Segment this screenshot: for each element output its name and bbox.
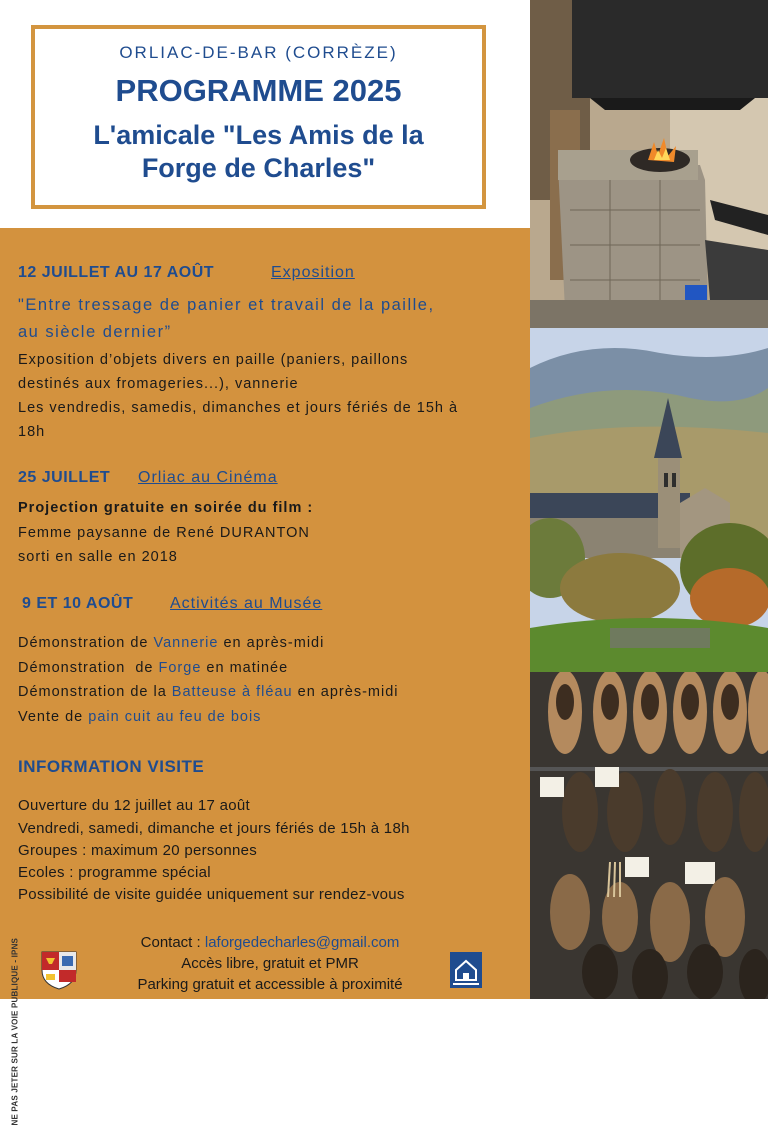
side-note: NE PAS JETER SUR LA VOIE PUBLIQUE - IPNS [10, 937, 20, 1126]
activity-highlight: Forge [158, 660, 202, 676]
event2-line: sorti en salle en 2018 [18, 549, 178, 565]
association-name: L'amicale "Les Amis de la Forge de Charles" [93, 120, 424, 183]
info-title: INFORMATION VISITE [18, 757, 205, 776]
activity-item: Démonstration de Forge en matinée [18, 660, 289, 676]
info-line: Groupes : maximum 20 personnes [18, 842, 258, 859]
village-church-photo [530, 328, 768, 672]
event2-subtitle: Projection gratuite en soirée du film : [18, 500, 314, 516]
activity-item: Démonstration de Vannerie en après-midi [18, 635, 325, 651]
program-panel [0, 228, 530, 1126]
activity-item: Démonstration de la Batteuse à fléau en après-midi [18, 684, 399, 700]
info-line: Vendredi, samedi, dimanche et jours fériés de 15h à 18h [18, 820, 410, 837]
activity-highlight: Vannerie [153, 635, 219, 651]
program-title: PROGRAMME 2025 [115, 73, 402, 108]
contact-line: Contact : laforgedecharles@gmail.com [140, 934, 400, 951]
info-line: Ouverture du 12 juillet au 17 août [18, 797, 251, 814]
event1-quote-line1: "Entre tressage de panier et travail de la paille, [18, 296, 435, 314]
event1-line: Les vendredis, samedis, dimanches et jours fériés de 15h à [18, 400, 459, 416]
event1-title: Exposition [271, 264, 355, 281]
house-logo-icon [450, 952, 482, 988]
event2-line: Femme paysanne de René DURANTON [18, 525, 310, 541]
place-name: ORLIAC-DE-BAR (CORRÈZE) [119, 43, 398, 62]
event3-date: 9 ET 10 AOÛT [22, 595, 134, 612]
activity-highlight: Batteuse à fléau [171, 684, 293, 700]
coat-of-arms-icon [40, 950, 78, 990]
event1-line: 18h [18, 424, 46, 440]
header-area [0, 0, 530, 228]
info-line: Possibilité de visite guidée uniquement sur rendez-vous [18, 886, 405, 903]
activity-item: Vente de pain cuit au feu de bois [18, 709, 262, 725]
event1-line: Exposition d’objets divers en paille (paniers, paillons [18, 352, 409, 368]
event2-title: Orliac au Cinéma [138, 469, 278, 486]
event1-quote-line2: au siècle dernier” [18, 323, 172, 341]
event3-title: Activités au Musée [170, 595, 323, 612]
contact-parking: Parking gratuit et accessible à proximité [137, 976, 403, 993]
wooden-clogs-photo [530, 672, 768, 999]
event1-line: destinés aux fromageries...), vannerie [18, 376, 299, 392]
title-box [31, 25, 486, 209]
forge-photo [530, 0, 768, 328]
info-line: Ecoles : programme spécial [18, 864, 211, 881]
event2-date: 25 JUILLET [18, 469, 111, 486]
event1-date: 12 JUILLET AU 17 AOÛT [18, 264, 215, 281]
activity-highlight: pain cuit au feu de bois [88, 709, 262, 725]
contact-email-link[interactable]: laforgedecharles@gmail.com [204, 934, 400, 951]
contact-access: Accès libre, gratuit et PMR [181, 955, 359, 972]
